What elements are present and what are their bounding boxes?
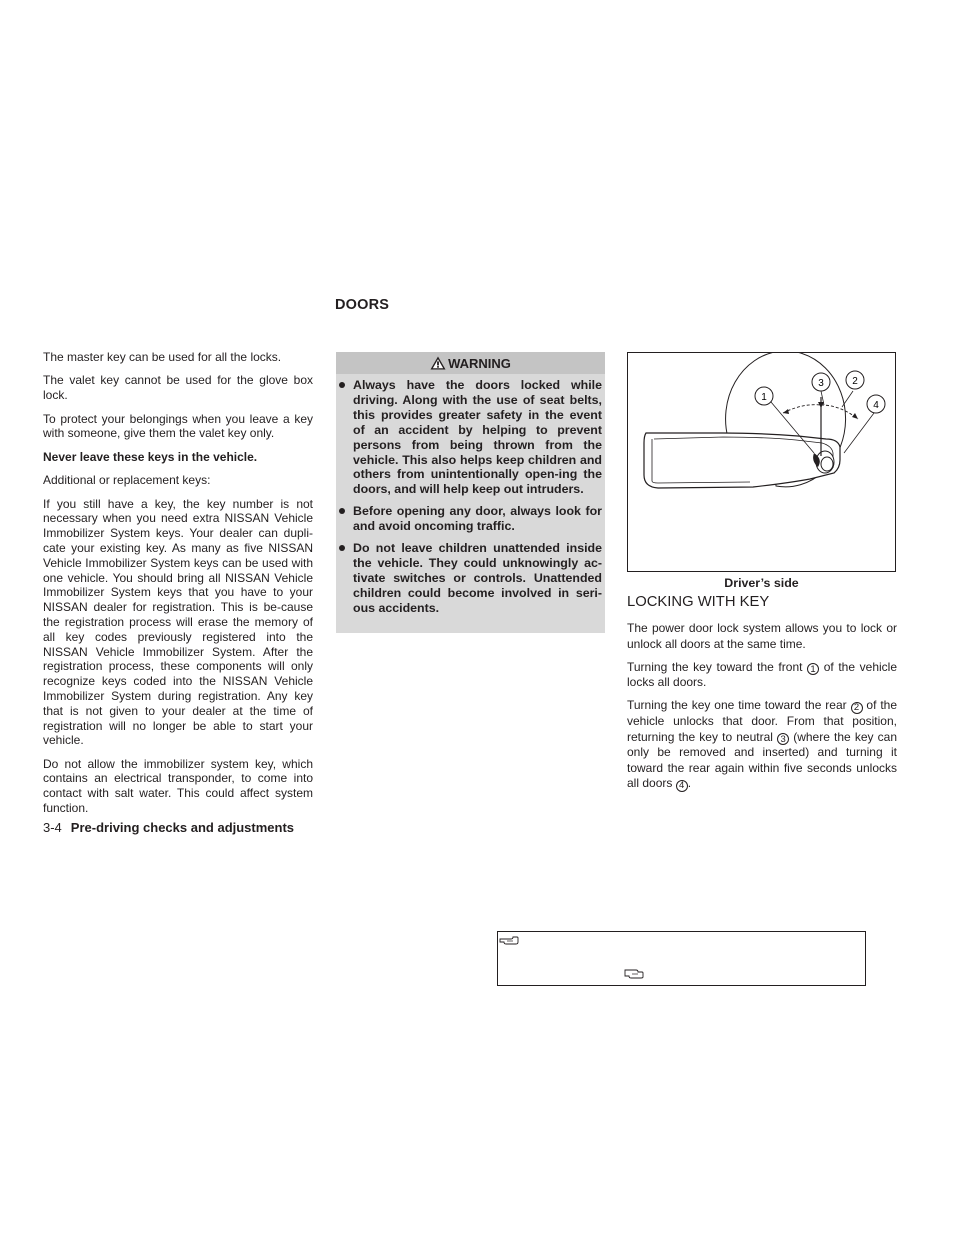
figure-caption: Driver’s side [724, 576, 799, 590]
note-box [497, 931, 866, 986]
bullet-icon [339, 508, 345, 514]
right-column [627, 621, 897, 800]
warning-item: Do not leave children unattended inside the vehicle. They could unknowingly ac-tivate switches or controls. Unattended children could become involved in seri-ous accidents. [336, 541, 602, 616]
warning-item: Before opening any door, always look for and avoid oncoming traffic. [336, 504, 602, 534]
warning-item: Always have the doors locked while driving. Along with the use of seat belts, this provides greater safety in the event of an accident by helping to prevent persons from being thrown from the vehicle. This also helps keep children and others from unintentionally open-ing the doors, and will help keep out intruders. [336, 378, 602, 497]
paragraph-lock-front: Turning the key toward the front 1 of the vehicle locks all doors. [627, 659, 898, 690]
bullet-icon [339, 382, 345, 388]
step-number-badge: 2 [851, 702, 863, 714]
callout-label: 2 [852, 376, 858, 387]
paragraph-valet-key: The valet key cannot be used for the glove box lock. [43, 373, 313, 403]
warning-list [336, 374, 605, 616]
section-heading-doors: DOORS [335, 297, 390, 313]
page-footer [43, 820, 294, 835]
bullet-icon [339, 545, 345, 551]
paragraph-salt-water: Do not allow the immobilizer system key, which contains an electrical transponder, to come into contact with salt water. This could affect system function. [43, 756, 313, 816]
callout-label: 4 [873, 400, 879, 411]
warning-triangle-icon [430, 356, 446, 370]
step-number-badge: 3 [777, 733, 789, 745]
warning-box [336, 352, 605, 633]
door-handle-figure [627, 352, 896, 572]
left-column [43, 350, 313, 824]
step-number-badge: 4 [676, 780, 688, 792]
paragraph-protect-belongings: To protect your belongings when you leave a key with someone, give them the valet key only. [43, 411, 313, 441]
paragraph-unlock-rear: Turning the key one time toward the rear 2 of the vehicle unlocks that door. From that position, returning the key to neutral 3 (where the key can only be removed and inserted) and turning it toward the rear again within five seconds unlocks all doors 4 . [627, 698, 898, 792]
pointing-hand-icon [499, 934, 519, 946]
callout-label: 1 [761, 392, 767, 403]
warning-header [336, 352, 605, 374]
paragraph-master-key: The master key can be used for all the locks. [43, 350, 282, 364]
paragraph-key-registration: If you still have a key, the key number is not necessary when you need extra NISSAN Vehicle Immobilizer System keys. Your dealer can dupli-cate your existing key. As many as five NISSAN Vehicle Immobilizer System keys can be used with one vehicle. You should bring all NISSAN Vehicle Immobilizer System keys that you have to your NISSAN dealer for registration. This is be-cause the registration process will erase the memory of all key codes previously registered into the NISSAN Vehicle Immobilizer System. After the registration process, these components will only recognize keys coded into the NISSAN Vehicle Immobilizer System during registration. Any key that is not given to your dealer at the time of registration will no longer be able to start your vehicle. [43, 496, 313, 748]
warning-title: WARNING [448, 355, 511, 371]
step-number-badge: 1 [807, 663, 819, 675]
paragraph-additional-keys: Additional or replacement keys: [43, 473, 211, 488]
door-handle-illustration [628, 353, 895, 571]
section-title: Pre-driving checks and adjustments [70, 820, 295, 835]
callout-label: 3 [818, 378, 824, 389]
page-number: 3-4 [43, 820, 62, 835]
paragraph-never-leave-keys: Never leave these keys in the vehicle. [43, 449, 258, 464]
pointing-hand-icon [624, 967, 644, 979]
locking-heading: LOCKING WITH KEY [627, 594, 770, 610]
paragraph-power-lock: The power door lock system allows you to lock or unlock all doors at the same time. [627, 621, 897, 651]
